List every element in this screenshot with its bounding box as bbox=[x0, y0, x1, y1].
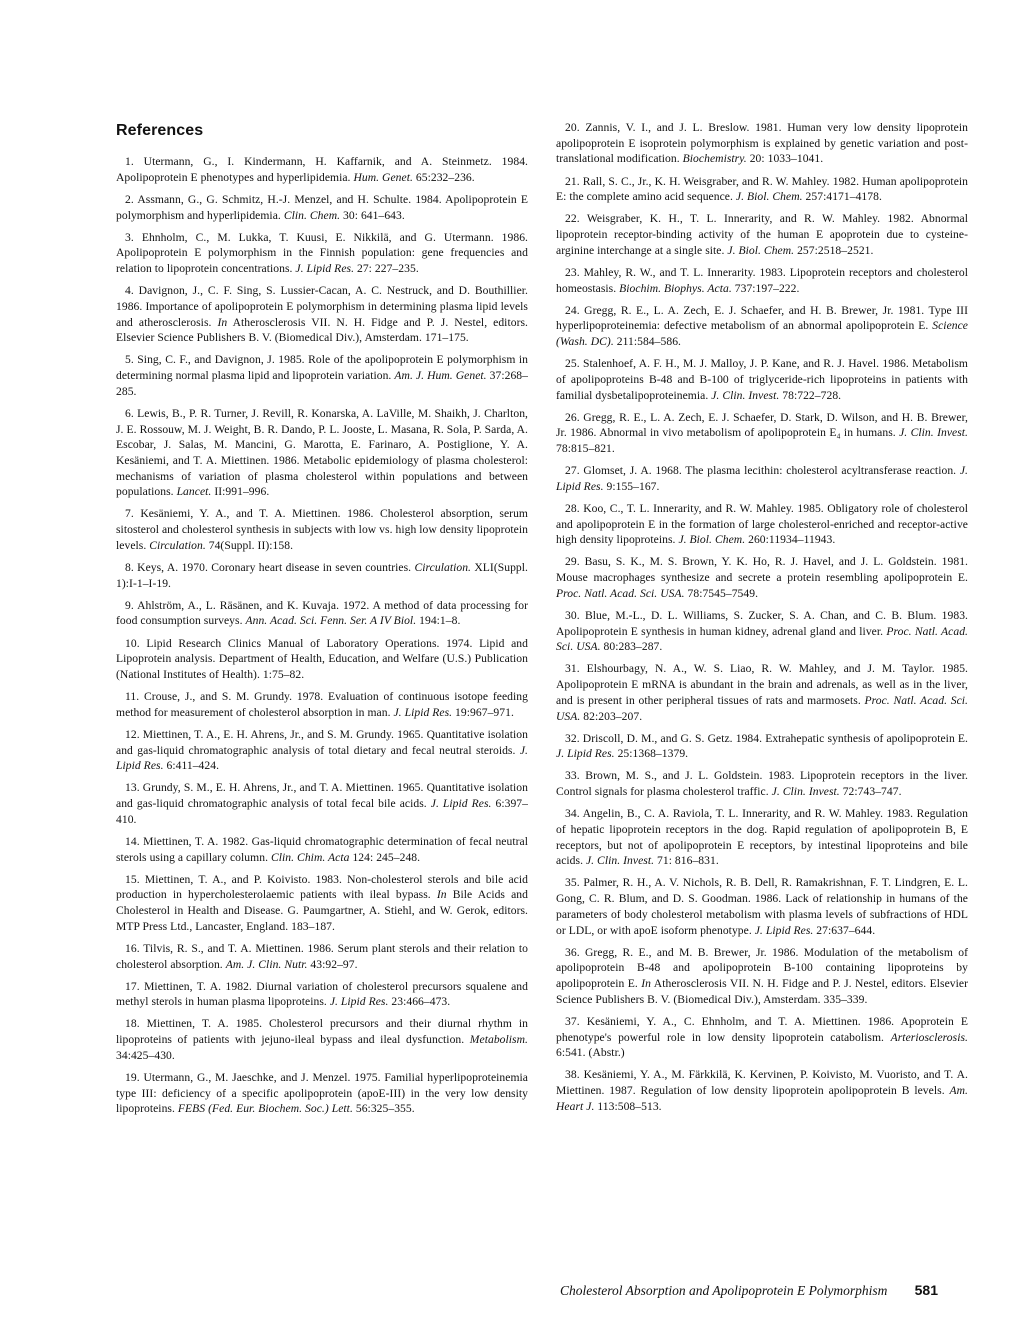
reference-text: Keys, A. 1970. Coronary heart disease in seven countries. bbox=[137, 560, 415, 574]
reference-journal: Circulation. bbox=[414, 560, 471, 574]
reference-citation: 6:397–410. bbox=[116, 797, 528, 826]
reference-citation: 113:508–513. bbox=[594, 1099, 662, 1113]
reference-citation: 43:92–97. bbox=[307, 957, 358, 971]
reference-entry bbox=[556, 1014, 968, 1061]
reference-entry bbox=[116, 192, 528, 223]
reference-journal: Ann. Acad. Sci. Fenn. Ser. A IV Biol. bbox=[245, 614, 417, 628]
reference-entry bbox=[116, 506, 528, 553]
reference-number: 34. bbox=[565, 807, 580, 821]
reference-citation: II:991–996. bbox=[211, 485, 270, 499]
reference-number: 12. bbox=[125, 727, 140, 741]
reference-citation: Bile Acids and Cholesterol in Health and Disease. G. Paumgartner, A. Stiehl, and W. Gerok, editors. MTP Press Ltd., Lancaster, England. 183–187. bbox=[116, 888, 528, 933]
reference-entry bbox=[556, 768, 968, 799]
reference-citation: 19:967–971. bbox=[452, 705, 514, 719]
reference-entry bbox=[116, 979, 528, 1010]
reference-journal: Arteriosclerosis. bbox=[890, 1030, 968, 1044]
reference-citation: 194:1–8. bbox=[416, 614, 461, 628]
page-number: 581 bbox=[914, 1282, 938, 1298]
reference-text: Gregg, R. E., L. A. Zech, E. J. Schaefer, D. Stark, D. Wilson, and H. B. Brewer, Jr. 1986. Abnormal in vivo metabolism of apolipoprotein E₄ in humans. bbox=[556, 410, 968, 440]
reference-journal: J. Lipid Res. bbox=[430, 797, 492, 810]
reference-citation: 257:4171–4178. bbox=[802, 190, 882, 204]
reference-number: 31. bbox=[565, 662, 580, 676]
reference-entry bbox=[556, 875, 968, 938]
reference-entry bbox=[556, 501, 968, 548]
reference-journal: Proc. Natl. Acad. Sci. USA. bbox=[556, 586, 685, 600]
reference-entry bbox=[116, 636, 528, 683]
reference-number: 32. bbox=[565, 731, 580, 745]
reference-citation: 9:155–167. bbox=[603, 479, 660, 493]
reference-number: 33. bbox=[565, 769, 580, 783]
reference-entry bbox=[116, 834, 528, 865]
reference-number: 29. bbox=[565, 555, 580, 569]
reference-citation: 211:584–586. bbox=[613, 335, 681, 348]
reference-text: Lewis, B., P. R. Turner, J. Revill, R. Konarska, A. LaVille, M. Shaikh, J. Charlton, J. E. Rossouw, M. J. Weight, B. R. Dando, P. L. Jooste, L. Masana, R. Sola, P. Sarda, A. Escobar, J. Salas, M. Mancini, G. Marotta, E. Farinaro, A. Postiglione, Y. A. Kesäniemi, and T. A. Miettinen. 1986. Metabolic epidemiology of plasma cholesterol: mechanisms of variation of plasma cholesterol within populations and between populations. bbox=[116, 406, 528, 499]
reference-number: 10. bbox=[125, 636, 140, 650]
reference-journal: J. Lipid Res. bbox=[393, 705, 453, 719]
reference-text: Angelin, B., C. A. Raviola, T. L. Innerarity, and R. W. Mahley. 1983. Regulation of hepatic lipoprotein receptors in the dog. Rapid regulation of apolipoprotein B, E receptors, but not of apolipoprotein E receptors, by intestinal lipoproteins and bile acids. bbox=[556, 807, 968, 868]
reference-number: 19. bbox=[125, 1070, 140, 1084]
reference-text: Grundy, S. M., E. H. Ahrens, Jr., and T. A. Miettinen. 1965. Quantitative isolation and gas-liquid chromatographic analysis of total fecal bile acids. bbox=[116, 781, 528, 810]
reference-citation: 23:466–473. bbox=[388, 995, 451, 1009]
reference-number: 8. bbox=[125, 560, 134, 574]
reference-entry bbox=[556, 608, 968, 655]
reference-journal: Hum. Genet. bbox=[353, 170, 413, 184]
reference-journal: Am. Heart J. bbox=[556, 1084, 968, 1113]
reference-citation: 74(Suppl. II):158. bbox=[205, 538, 294, 552]
reference-journal: Am. J. Clin. Nutr. bbox=[225, 957, 308, 971]
reference-list-right bbox=[556, 120, 968, 1114]
reference-journal: J. Clin. Invest. bbox=[771, 785, 840, 799]
reference-number: 7. bbox=[125, 507, 134, 521]
reference-entry bbox=[116, 598, 528, 629]
reference-number: 9. bbox=[125, 598, 134, 612]
reference-journal: Biochemistry. bbox=[682, 152, 747, 166]
reference-citation: 25:1368–1379. bbox=[614, 747, 689, 761]
reference-number: 38. bbox=[565, 1068, 580, 1082]
reference-entry bbox=[556, 463, 968, 494]
reference-text: Rall, S. C., Jr., K. H. Weisgraber, and R. W. Mahley. 1982. Human apolipoprotein E: the complete amino acid sequence. bbox=[556, 174, 969, 204]
reference-entry bbox=[556, 356, 968, 403]
reference-number: 20. bbox=[565, 121, 580, 134]
reference-journal: Circulation. bbox=[149, 538, 206, 552]
reference-text: Driscoll, D. M., and G. S. Getz. 1984. Extrahepatic synthesis of apolipoprotein E. bbox=[582, 731, 968, 745]
reference-text: Sing, C. F., and Davignon, J. 1985. Role of the apolipoprotein E polymorphism in determining normal plasma lipid and lipoprotein variation. bbox=[116, 353, 529, 382]
reference-number: 36. bbox=[565, 945, 580, 959]
running-title: Cholesterol Absorption and Apolipoprotein E Polymorphism bbox=[560, 1283, 888, 1298]
reference-number: 4. bbox=[125, 284, 134, 298]
reference-entry bbox=[556, 211, 968, 258]
reference-text: Brown, M. S., and J. L. Goldstein. 1983. Lipoprotein receptors in the liver. Control signals for plasma cholesterol traffic. bbox=[556, 769, 968, 799]
reference-journal: J. Lipid Res. bbox=[556, 747, 615, 761]
reference-citation: 65:232–236. bbox=[412, 170, 475, 184]
reference-entry bbox=[556, 120, 968, 167]
reference-text: Kesäniemi, Y. A., C. Ehnholm, and T. A. Miettinen. 1986. Apoprotein E phenotype's powerful role in low density lipoprotein catabolism. bbox=[556, 1014, 968, 1044]
reference-entry bbox=[116, 1070, 528, 1117]
reference-number: 24. bbox=[565, 303, 580, 317]
reference-citation: XLI(Suppl. 1):I-1–I-19. bbox=[116, 560, 528, 590]
reference-number: 21. bbox=[565, 174, 580, 188]
reference-text: Tilvis, R. S., and T. A. Miettinen. 1986. Serum plant sterols and their relation to cholesterol absorption. bbox=[116, 941, 528, 971]
reference-number: 2. bbox=[125, 192, 134, 206]
reference-citation: 257:2518–2521. bbox=[794, 243, 874, 257]
reference-text: Ehnholm, C., M. Lukka, T. Kuusi, E. Nikkilä, and G. Utermann. 1986. Apolipoprotein E polymorphism in the Finnish population: gene frequencies and relation to lipoprotein concentrations. bbox=[116, 230, 528, 275]
reference-number: 37. bbox=[565, 1014, 580, 1028]
reference-entry bbox=[556, 265, 968, 296]
reference-text: Miettinen, T. A., E. H. Ahrens, Jr., and S. M. Grundy. 1965. Quantitative isolation and gas-liquid chromatographic analysis of total dietary and fecal neutral steroids. bbox=[116, 727, 528, 757]
reference-journal: In bbox=[217, 315, 228, 329]
reference-number: 15. bbox=[125, 872, 140, 886]
reference-citation: 6:411–424. bbox=[163, 759, 220, 773]
reference-number: 18. bbox=[125, 1017, 140, 1031]
reference-text: Ahlström, A., L. Räsänen, and K. Kuvaja. 1972. A method of data processing for food consumption surveys. bbox=[116, 598, 529, 628]
reference-journal: J. Lipid Res. bbox=[116, 743, 528, 773]
reference-citation: Atherosclerosis VII. N. H. Fidge and P. J. Nestel, editors. Elsevier Science Publishers B. V. (Biomedical Div.), Amsterdam. 335–339. bbox=[556, 977, 968, 1006]
reference-entry bbox=[556, 731, 968, 762]
reference-list-left bbox=[116, 154, 528, 1117]
reference-journal: Lancet. bbox=[176, 485, 212, 499]
reference-number: 13. bbox=[125, 781, 140, 795]
reference-entry bbox=[116, 560, 528, 591]
reference-citation: 27: 227–235. bbox=[354, 262, 419, 275]
reference-number: 1. bbox=[125, 155, 134, 168]
reference-citation: 71: 816–831. bbox=[654, 854, 719, 868]
reference-text: Basu, S. K., M. S. Brown, Y. K. Ho, R. J. Havel, and J. L. Goldstein. 1981. Mouse macrophages synthesize and secrete a protein resembling apolipoprotein E. bbox=[556, 555, 969, 585]
reference-entry bbox=[556, 806, 968, 869]
reference-text: Weisgraber, K. H., T. L. Innerarity, and R. W. Mahley. 1982. Abnormal lipoprotein receptor-binding activity of the human E apoprotein due to cysteine-arginine interchange at a single site. bbox=[556, 212, 968, 257]
reference-journal: Clin. Chem. bbox=[283, 208, 341, 222]
reference-number: 3. bbox=[125, 230, 134, 244]
reference-citation: 34:425–430. bbox=[116, 1048, 175, 1062]
references-heading: References bbox=[116, 122, 204, 139]
reference-citation: 27:637–644. bbox=[813, 923, 876, 937]
reference-journal: Clin. Chim. Acta bbox=[270, 850, 350, 864]
reference-citation: Atherosclerosis VII. N. H. Fidge and P. J. Nestel, editors. Elsevier Science Publishers B. V. (Biomedical Div.), Amsterdam. 171–175. bbox=[116, 315, 528, 345]
reference-text: Glomset, J. A. 1968. The plasma lecithin: cholesterol acyltransferase reaction. bbox=[583, 464, 960, 478]
reference-number: 35. bbox=[565, 876, 580, 890]
reference-entry bbox=[556, 554, 968, 601]
reference-citation: 72:743–747. bbox=[839, 785, 902, 799]
reference-entry bbox=[116, 230, 528, 277]
reference-entry bbox=[556, 1067, 968, 1114]
reference-text: Lipid Research Clinics Manual of Laboratory Operations. 1974. Lipid and Lipoprotein analysis. Department of Health, Education, and Welfare (U.S.) Publication (National Institutes of Health). 1:75–82. bbox=[116, 636, 528, 681]
references-column-left bbox=[116, 120, 528, 1123]
reference-journal: J. Lipid Res. bbox=[556, 464, 969, 493]
reference-citation: 20: 1033–1041. bbox=[746, 152, 824, 166]
reference-journal: In bbox=[436, 888, 447, 902]
reference-number: 25. bbox=[565, 357, 580, 371]
reference-number: 6. bbox=[125, 406, 134, 420]
reference-text: Gregg, R. E., L. A. Zech, E. J. Schaefer, and H. B. Brewer, Jr. 1981. Type III hyperlipoproteinemia: defective metabolism of an abnormal apolipoprotein E. bbox=[556, 303, 968, 333]
reference-text: Kesäniemi, Y. A., M. Färkkilä, K. Kervinen, P. Koivisto, M. Vuoristo, and T. A. Miettinen. 1987. Regulation of low density lipoprotein apolipoprotein B levels. bbox=[556, 1068, 968, 1097]
reference-citation: 124: 245–248. bbox=[349, 850, 421, 864]
reference-entry bbox=[116, 727, 528, 774]
reference-text: Miettinen, T. A., and P. Koivisto. 1983. Non-cholesterol sterols and bile acid production in hypercholesterolaemic patients with ileal bypass. bbox=[116, 872, 528, 902]
reference-text: Davignon, J., C. F. Sing, S. Lussier-Cacan, A. C. Nestruck, and D. Bouthillier. 1986. Importance of apolipoprotein E polymorphism in determining plasma lipid levels and atherosclerosis. bbox=[116, 284, 528, 329]
reference-entry bbox=[116, 406, 528, 500]
reference-entry bbox=[556, 945, 968, 1008]
reference-journal: J. Clin. Invest. bbox=[899, 426, 969, 440]
reference-number: 16. bbox=[125, 941, 140, 955]
reference-entry bbox=[116, 283, 528, 346]
reference-text: Miettinen, T. A. 1982. Diurnal variation of cholesterol precursors squalene and methyl sterols in human plasma lipoproteins. bbox=[116, 979, 528, 1009]
reference-citation: 56:325–355. bbox=[352, 1102, 415, 1116]
reference-number: 5. bbox=[125, 353, 134, 367]
reference-number: 23. bbox=[565, 265, 580, 279]
reference-entry bbox=[556, 661, 968, 724]
reference-citation: 260:11934–11943. bbox=[745, 533, 836, 547]
reference-text: Gregg, R. E., and M. B. Brewer, Jr. 1986. Modulation of the metabolism of apolipoprotein B-48 and apolipoprotein B-100 containing lipoproteins by apolipoprotein E. bbox=[556, 945, 968, 990]
reference-citation: 80:283–287. bbox=[600, 640, 663, 654]
reference-citation: 78:722–728. bbox=[779, 388, 842, 402]
reference-number: 28. bbox=[565, 501, 580, 515]
reference-number: 17. bbox=[125, 979, 140, 993]
reference-entry bbox=[116, 352, 528, 399]
reference-number: 27. bbox=[565, 464, 580, 478]
reference-entry bbox=[116, 154, 528, 185]
reference-text: Miettinen, T. A. 1985. Cholesterol precursors and their diurnal rhythm in lipoproteins of patients with jejuno-ileal bypass and ileal dysfunction. bbox=[116, 1017, 529, 1047]
reference-journal: J. Clin. Invest. bbox=[585, 854, 655, 868]
reference-journal: J. Lipid Res. bbox=[754, 923, 814, 937]
reference-entry bbox=[116, 872, 528, 935]
reference-journal: Proc. Natl. Acad. Sci. USA. bbox=[556, 624, 968, 654]
reference-text: Mahley, R. W., and T. L. Innerarity. 1983. Lipoprotein receptors and cholesterol homeostasis. bbox=[556, 265, 968, 295]
reference-entry bbox=[556, 174, 968, 205]
reference-text: Miettinen, T. A. 1982. Gas-liquid chromatographic determination of fecal neutral sterols using a capillary column. bbox=[116, 834, 528, 864]
reference-entry bbox=[116, 1016, 528, 1063]
reference-entry bbox=[556, 303, 968, 350]
reference-citation: 78:815–821. bbox=[556, 442, 615, 455]
page-footer bbox=[560, 1282, 938, 1299]
reference-text: Utermann, G., I. Kindermann, H. Kaffarnik, and A. Steinmetz. 1984. Apolipoprotein E phenotypes and hyperlipidemia. bbox=[116, 155, 528, 184]
reference-journal: J. Biol. Chem. bbox=[678, 533, 746, 547]
reference-text: Stalenhoef, A. F. H., M. J. Malloy, J. P. Kane, and R. J. Havel. 1986. Metabolism of apolipoproteins B-48 and B-100 of triglyceride-rich lipoproteins in patients with familial dysbetalipoproteinemia. bbox=[556, 357, 968, 402]
reference-text: Koo, C., T. L. Innerarity, and R. W. Mahley. 1985. Obligatory role of cholesterol and apolipoprotein E in the formation of large cholesterol-enriched and receptor-active high density lipoproteins. bbox=[556, 501, 968, 547]
reference-number: 11. bbox=[125, 690, 140, 703]
reference-text: Kesäniemi, Y. A., and T. A. Miettinen. 1986. Cholesterol absorption, serum sitosterol and cholesterol synthesis in subjects with low vs. high low density lipoprotein levels. bbox=[116, 507, 528, 552]
reference-number: 14. bbox=[125, 834, 140, 848]
reference-citation: 37:268–285. bbox=[116, 369, 528, 398]
reference-journal: Am. J. Hum. Genet. bbox=[394, 369, 487, 382]
reference-journal: J. Lipid Res. bbox=[329, 995, 389, 1009]
reference-entry bbox=[116, 780, 528, 827]
reference-journal: J. Biol. Chem. bbox=[735, 190, 803, 204]
reference-text: Crouse, J., and S. M. Grundy. 1978. Evaluation of continuous isotope feeding method for measurement of cholesterol absorption in man. bbox=[116, 690, 528, 719]
reference-journal: Proc. Natl. Acad. Sci. USA. bbox=[556, 693, 968, 723]
reference-citation: 78:7545–7549. bbox=[684, 586, 759, 600]
reference-text: Palmer, R. H., A. V. Nichols, R. B. Dell, R. Ramakrishnan, F. T. Lindgren, E. L. Gong, C. R. Blum, and D. S. Goodman. 1986. Lack of relationship in humans of the parameters of body cholesterol metabolism with plasma levels of subfractions of HDL or LDL, or with apoE isoform phenotype. bbox=[556, 876, 968, 937]
reference-journal: J. Lipid Res. bbox=[295, 262, 355, 275]
reference-entry bbox=[116, 689, 528, 720]
reference-entry bbox=[116, 941, 528, 972]
reference-citation: 82:203–207. bbox=[580, 709, 643, 723]
reference-journal: FEBS (Fed. Eur. Biochem. Soc.) Lett. bbox=[177, 1102, 353, 1116]
reference-citation: 6:541. (Abstr.) bbox=[556, 1046, 625, 1060]
reference-number: 30. bbox=[565, 608, 580, 622]
reference-number: 26. bbox=[565, 410, 580, 424]
reference-journal: In bbox=[641, 977, 652, 990]
reference-text: Blue, M.-L., D. L. Williams, S. Zucker, S. A. Chan, and C. B. Blum. 1983. Apolipoprotein E synthesis in human kidney, adrenal gland and liver. bbox=[556, 608, 968, 638]
reference-entry bbox=[556, 410, 968, 457]
reference-citation: 30: 641–643. bbox=[340, 208, 405, 222]
reference-citation: 737:197–222. bbox=[731, 281, 800, 295]
reference-text: Zannis, V. I., and J. L. Breslow. 1981. Human very low density lipoprotein apolipoprotein E isoprotein polymorphism is explained by genetic variation and post-translational modification. bbox=[556, 121, 968, 166]
reference-journal: Biochim. Biophys. Acta. bbox=[619, 281, 732, 295]
reference-journal: Science (Wash. DC). bbox=[556, 319, 968, 348]
reference-text: Elshourbagy, N. A., W. S. Liao, R. W. Mahley, and J. M. Taylor. 1985. Apolipoprotein E mRNA is abundant in the brain and adrenals, as well as in the liver, and is present in other peripheral tissues of rats and marmosets. bbox=[556, 662, 968, 707]
reference-text: Assmann, G., G. Schmitz, H.-J. Menzel, and H. Schulte. 1984. Apolipoprotein E polymorphism and hyperlipidemia. bbox=[116, 192, 528, 222]
reference-text: Utermann, G., M. Jaeschke, and J. Menzel. 1975. Familial hyperlipoproteinemia type III: deficiency of a specific apolipoprotein (apoE-III) in the very low density lipoproteins. bbox=[116, 1070, 529, 1116]
reference-number: 22. bbox=[565, 212, 580, 226]
reference-journal: J. Biol. Chem. bbox=[727, 243, 795, 257]
reference-journal: J. Clin. Invest. bbox=[711, 388, 780, 402]
references-column-right bbox=[556, 120, 968, 1121]
reference-journal: Metabolism. bbox=[469, 1033, 528, 1047]
